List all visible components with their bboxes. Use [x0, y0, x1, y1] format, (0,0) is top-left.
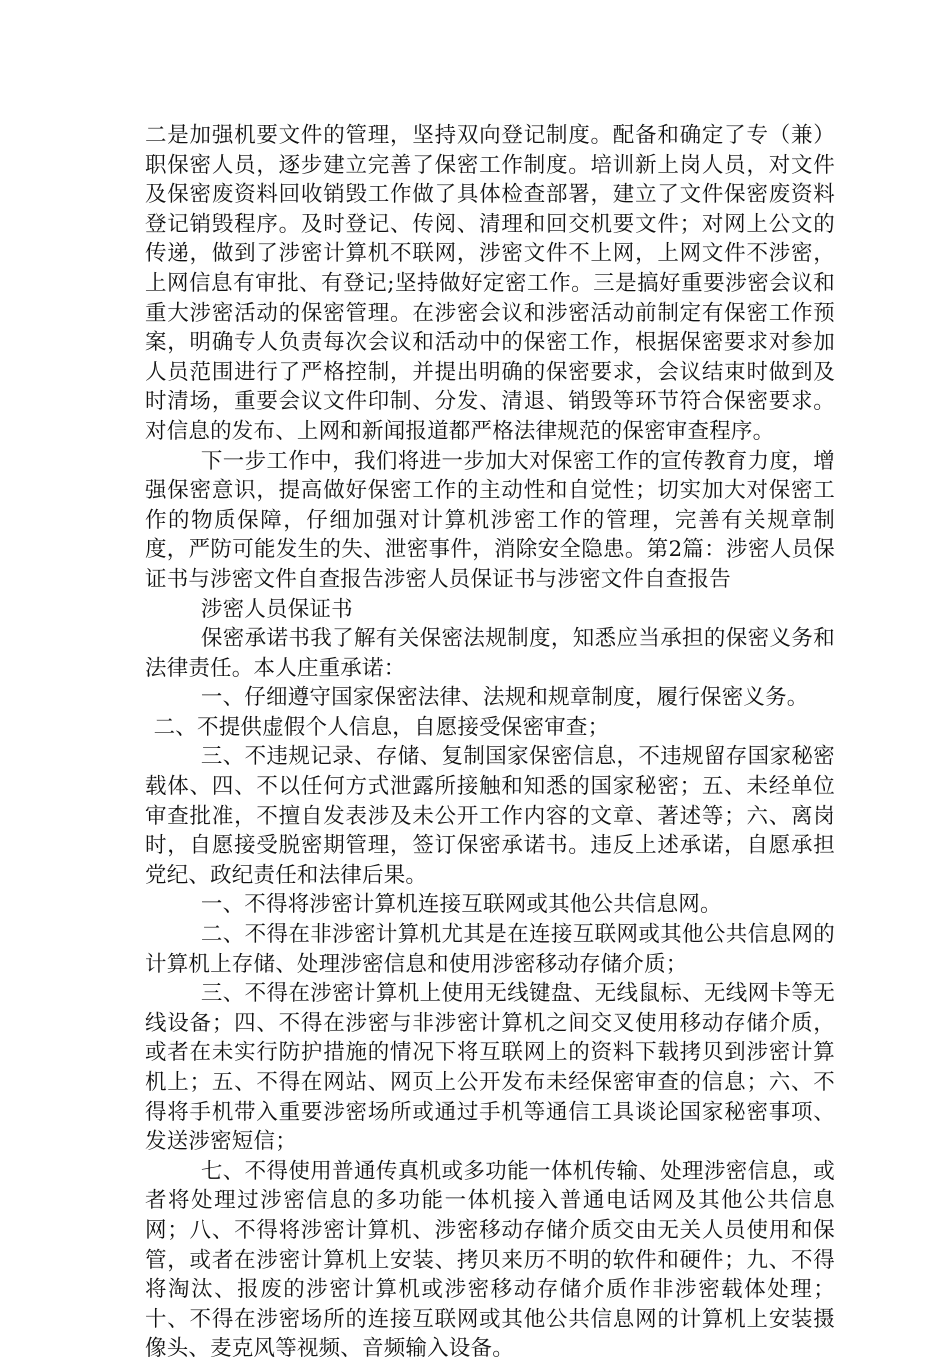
paragraph-rule-1: 一、不得将涉密计算机连接互联网或其他公共信息网。: [200, 892, 722, 918]
paragraph-secrecy-management: 二是加强机要文件的管理，坚持双向登记制度。配备和确定了专（兼）职保密人员，逐步建立完善了保密工作制度。培训新上岗人员，对文件及保密废资料回收销毁工作做了具体检查部署，建立了文件保密废资料登记销毁程序。及时登记、传阅、清理和回交机要文件；对网上公文的传递，做到了涉密计算机不联网，涉密文件不上网，上网文件不涉密，上网信息有审批、有登记;坚持做好定密工作。三是搞好重要涉密会议和重大涉密活动的保密管理。在涉密会议和涉密活动前制定有保密工作预案，明确专人负责每次会议和活动中的保密工作，根据保密要求对参加人员范围进行了严格控制，并提出明确的保密要求，会议结束时做到及时清场，重要会议文件印制、分发、清退、销毁等环节符合保密要求。对信息的发布、上网和新闻报道都严格法律规范的保密审查程序。: [145, 123, 835, 444]
paragraph-pledge-intro: 保密承诺书我了解有关保密法规制度，知悉应当承担的保密义务和法律责任。本人庄重承诺：: [145, 626, 835, 681]
paragraph-title-pledge: 涉密人员保证书: [200, 596, 353, 622]
document-body: [145, 121, 835, 1364]
paragraph-rules-7-10: 七、不得使用普通传真机或多功能一体机传输、处理涉密信息，或者将处理过涉密信息的多功能一体机接入普通电话网及其他公共信息网；八、不得将涉密计算机、涉密移动存储介质交由无关人员使用和保管，或者在涉密计算机上安装、拷贝来历不明的软件和硬件；九、不得将淘汰、报废的涉密计算机或涉密移动存储介质作非涉密载体处理；十、不得在涉密场所的连接互联网或其他公共信息网的计算机上安装摄像头、麦克风等视频、音频输入设备。: [145, 1158, 835, 1362]
paragraph-next-steps: 下一步工作中，我们将进一步加大对保密工作的宣传教育力度，增强保密意识，提高做好保密工作的主动性和自觉性；切实加大对保密工作的物质保障，仔细加强对计算机涉密工作的管理，完善有关规章制度，严防可能发生的失、泄密事件，消除安全隐患。第2篇：涉密人员保证书与涉密文件自查报告涉密人员保证书与涉密文件自查报告: [145, 448, 835, 592]
paragraph-pledge-item-1: 一、仔细遵守国家保密法律、法规和规章制度，履行保密义务。: [200, 685, 809, 711]
paragraph-rule-2: 二、不得在非涉密计算机尤其是在连接互联网或其他公共信息网的计算机上存储、处理涉密信息和使用涉密移动存储介质；: [145, 922, 835, 977]
paragraph-rules-3-6: 三、不得在涉密计算机上使用无线键盘、无线鼠标、无线网卡等无线设备；四、不得在涉密与非涉密计算机之间交叉使用移动存储介质，或者在未实行防护措施的情况下将互联网上的资料下载拷贝到涉密计算机上；五、不得在网站、网页上公开发布未经保密审查的信息；六、不得将手机带入重要涉密场所或通过手机等通信工具谈论国家秘密事项、发送涉密短信；: [145, 981, 835, 1155]
paragraph-pledge-items-3-6: 三、不违规记录、存储、复制国家保密信息，不违规留存国家秘密载体、四、不以任何方式泄露所接触和知悉的国家秘密；五、未经单位审查批准，不擅自发表涉及未公开工作内容的文章、著述等；六、离岗时，自愿接受脱密期管理，签订保密承诺书。违反上述承诺，自愿承担党纪、政纪责任和法律后果。: [145, 744, 835, 888]
paragraph-pledge-item-2: 二、不提供虚假个人信息，自愿接受保密审查；: [153, 714, 610, 740]
